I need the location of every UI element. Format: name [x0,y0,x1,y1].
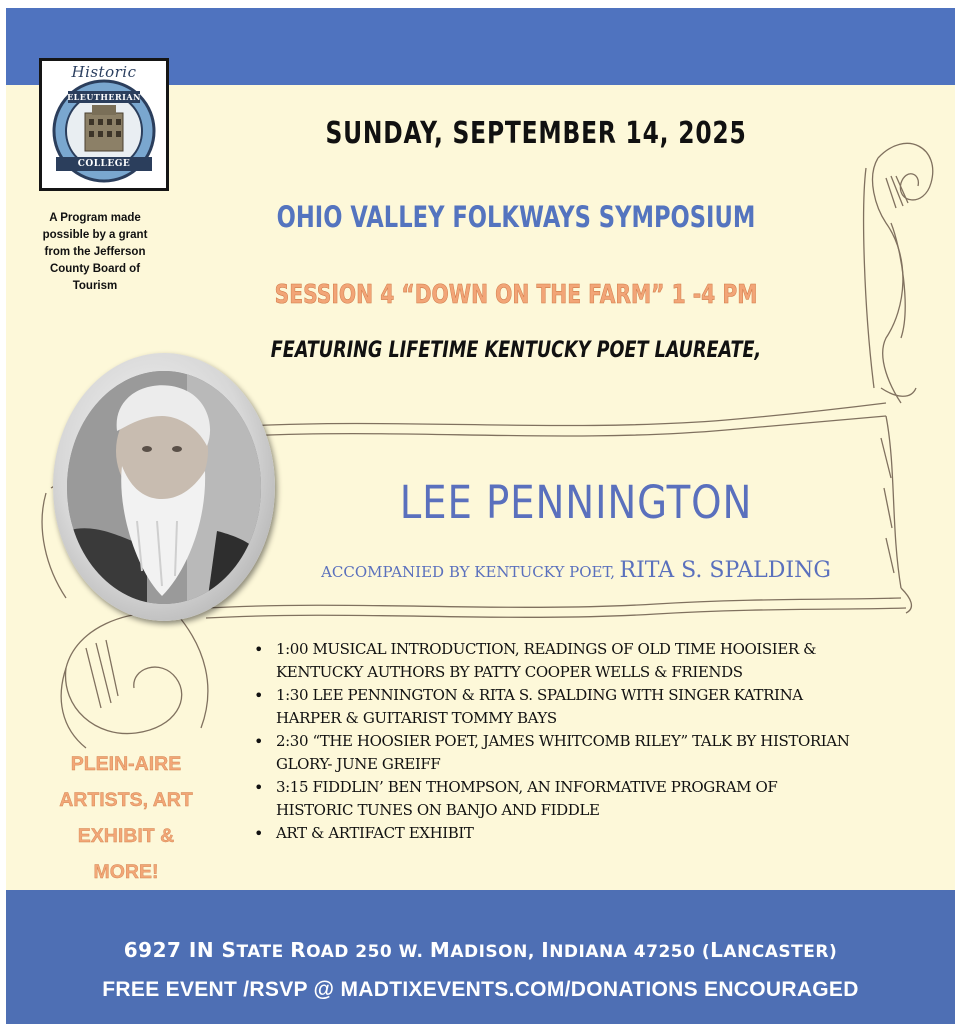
schedule-line: HISTORIC TUNES ON BANJO AND FIDDLE [276,801,600,819]
schedule-item [250,776,950,822]
rsvp-line: FREE EVENT /RSVP @ MADTIXEVENTS.COM/DONATIONS ENCOURAGED [102,978,859,1001]
schedule-line: • 3:15 FIDDLIN’ BEN THOMPSON, AN INFORMATIVE PROGRAM OF [276,778,778,796]
logo-bottom-text: COLLEGE [77,159,131,169]
grant-line: County Board of [49,263,141,275]
address-part: I [541,938,550,962]
schedule-line: • 1:00 MUSICAL INTRODUCTION, READINGS OF OLD TIME HOOISIER & [276,640,817,658]
plein-line: PLEIN-AIRE [70,753,182,775]
session-title: SESSION 4 “DOWN ON THE FARM” 1 -4 PM [274,280,758,310]
grant-credit [20,210,170,295]
grant-line: A Program made [49,212,141,224]
address-part: ANCASTER) [723,942,838,962]
schedule-line: GLORY- JUNE GREIFF [276,755,441,773]
accompanied-name: RITA S. SPALDING [619,558,831,583]
address-part: OAD 250 W. [306,942,430,962]
schedule-item [250,730,950,776]
eleutherian-college-logo [39,58,169,191]
grant-line: Tourism [72,280,118,292]
address-part: M [429,938,451,962]
schedule-line: • 2:30 “THE HOOSIER POET, JAMES WHITCOMB RILEY” TALK BY HISTORIAN [276,732,850,750]
grant-line: from the Jefferson [44,246,146,258]
schedule-line: HARPER & GUITARIST TOMMY BAYS [276,709,557,727]
plein-line: ARTISTS, ART [59,789,193,811]
address-part: NDIANA 47250 ( [549,942,711,962]
schedule-line: KENTUCKY AUTHORS BY PATTY COOPER WELLS & FRIENDS [276,663,743,681]
plein-aire-note [46,746,206,890]
address-part: 6927 IN S [123,938,237,962]
plein-line: EXHIBIT & [77,825,175,847]
address-part: TATE [236,942,291,962]
event-address [6,938,955,962]
address-part: R [290,938,307,962]
schedule-item [250,684,950,730]
schedule-item [250,638,950,684]
headliner-name: LEE PENNINGTON [399,476,753,529]
address-part: ADISON, [450,942,542,962]
address-part: L [710,938,724,962]
grant-line: possible by a grant [42,229,148,241]
featuring-line: FEATURING LIFETIME KENTUCKY POET LAUREATE, [270,338,762,363]
portrait-photo [67,371,261,604]
portrait-person-icon [67,371,261,604]
accompanied-prefix: ACCOMPANIED BY KENTUCKY POET, [321,563,616,581]
logo-arc-text: ELEUTHERIAN [67,92,141,102]
symposium-title: OHIO VALLEY FOLKWAYS SYMPOSIUM [276,200,756,234]
event-poster [6,8,955,1024]
plein-line: MORE! [93,861,159,883]
schedule-list [250,638,950,845]
schedule-item [250,822,950,845]
accompanied-line [276,558,876,583]
event-date: SUNDAY, SEPTEMBER 14, 2025 [325,116,747,151]
schedule-line: • ART & ARTIFACT EXHIBIT [276,824,474,842]
logo-top-text: Historic [71,63,137,81]
schedule-line: • 1:30 LEE PENNINGTON & RITA S. SPALDING WITH SINGER KATRINA [276,686,803,704]
